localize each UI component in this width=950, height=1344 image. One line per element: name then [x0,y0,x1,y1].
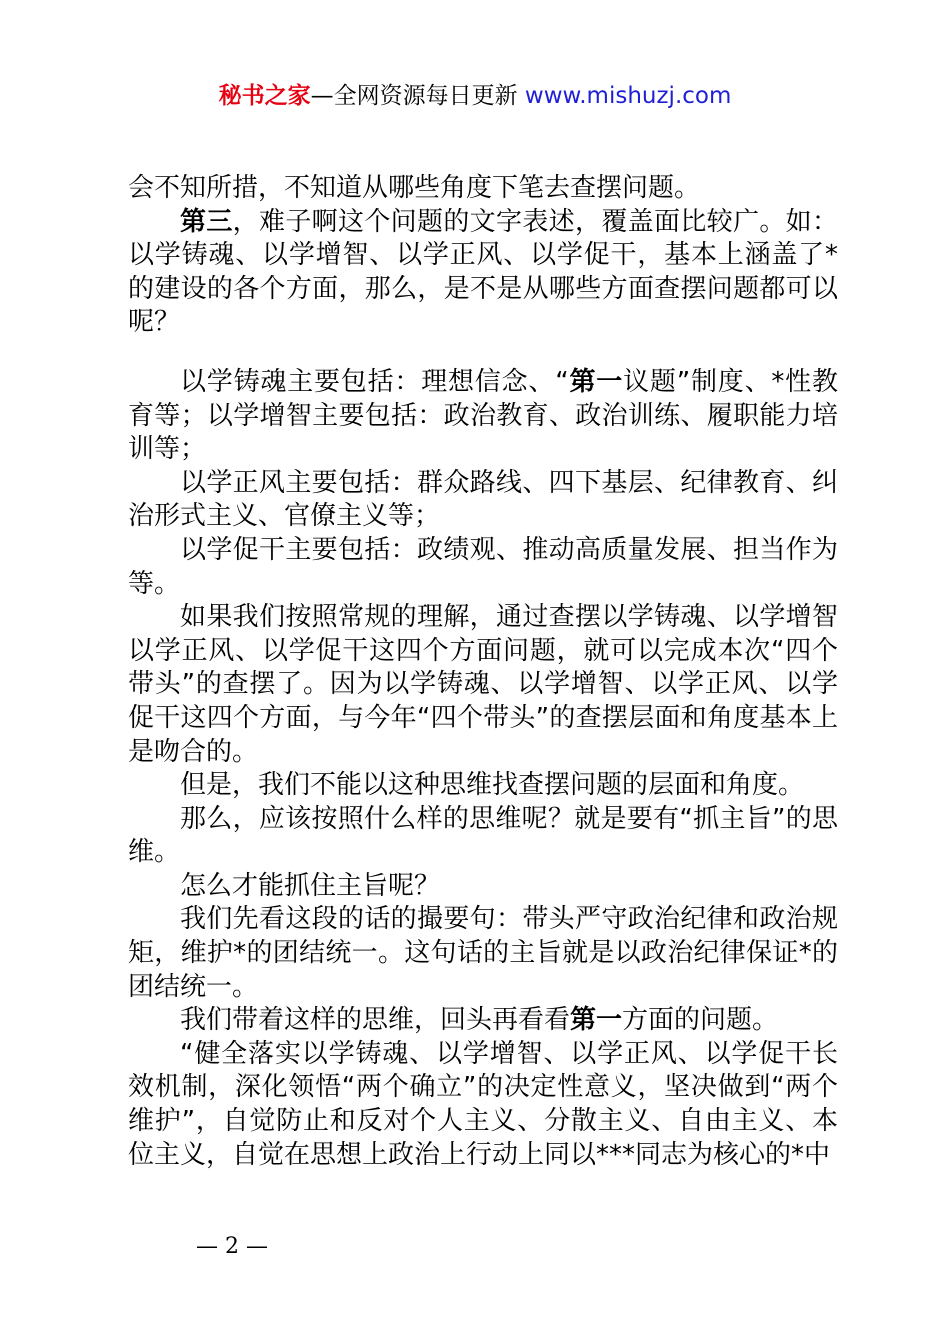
paragraph: “健全落实以学铸魂、以学增智、以学正风、以学促干长效机制，深化领悟“两个确立”的决定性意义，坚决做到“两个维护”，自觉防止和反对个人主义、分散主义、自由主义、本位主义，自觉在思想上政治上行动上同以***同志为核心的*中 [128,1038,838,1170]
header-url-link[interactable]: www.mishuzj.com [524,83,732,109]
paragraph-gap [128,340,838,366]
paragraph: 如果我们按照常规的理解，通过查摆以学铸魂、以学增智以学正风、以学促干这四个方面问题，就可以完成本次“四个带头”的查摆了。因为以学铸魂、以学增智、以学正风、以学促干这四个方面，与今年“四个带头”的查摆层面和角度基本上是吻合的。 [128,602,838,767]
header-slogan: —全网资源每日更新 [310,83,525,109]
paragraph: 但是，我们不能以这种思维找查摆问题的层面和角度。 [180,770,805,801]
page-header [0,80,950,112]
bold-run: 第三 [180,206,233,237]
header-brand: 秘书之家 [218,83,311,109]
paragraph: 以学促干主要包括：政绩观、推动高质量发展、担当作为等。 [128,534,838,599]
paragraph: 那么，应该按照什么样的思维呢？就是要有“抓主旨”的思维。 [128,803,838,868]
paragraph: 以学铸魂主要包括：理想信念、“第一议题”制度、*性教育等；以学增智主要包括：政治教育、政治训练、履职能力培训等； [128,366,838,465]
paragraph: 怎么才能抓住主旨呢？ [180,870,441,901]
bold-run: 第一 [568,366,624,397]
paragraph: 我们带着这样的思维，回头再看看第一方面的问题。 [180,1005,779,1036]
paragraph: 会不知所措，不知道从哪些角度下笔去查摆问题。 [128,173,701,203]
bold-run: 第一 [570,1005,623,1036]
paragraph: 第三，难子啊这个问题的文字表述，覆盖面比较广。如：以学铸魂、以学增智、以学正风、以学促干，基本上涵盖了*的建设的各个方面，那么，是不是从哪些方面查摆问题都可以呢？ [128,206,838,338]
paragraph: 以学正风主要包括：群众路线、四下基层、纪律教育、纠治形式主义、官僚主义等； [128,467,838,532]
page-number: — 2 — [196,1234,268,1259]
paragraph: 我们先看这段的话的撮要句：带头严守政治纪律和政治规矩，维护*的团结统一。这句话的主旨就是以政治纪律保证*的团结统一。 [128,904,838,1002]
document-body [128,172,838,1172]
